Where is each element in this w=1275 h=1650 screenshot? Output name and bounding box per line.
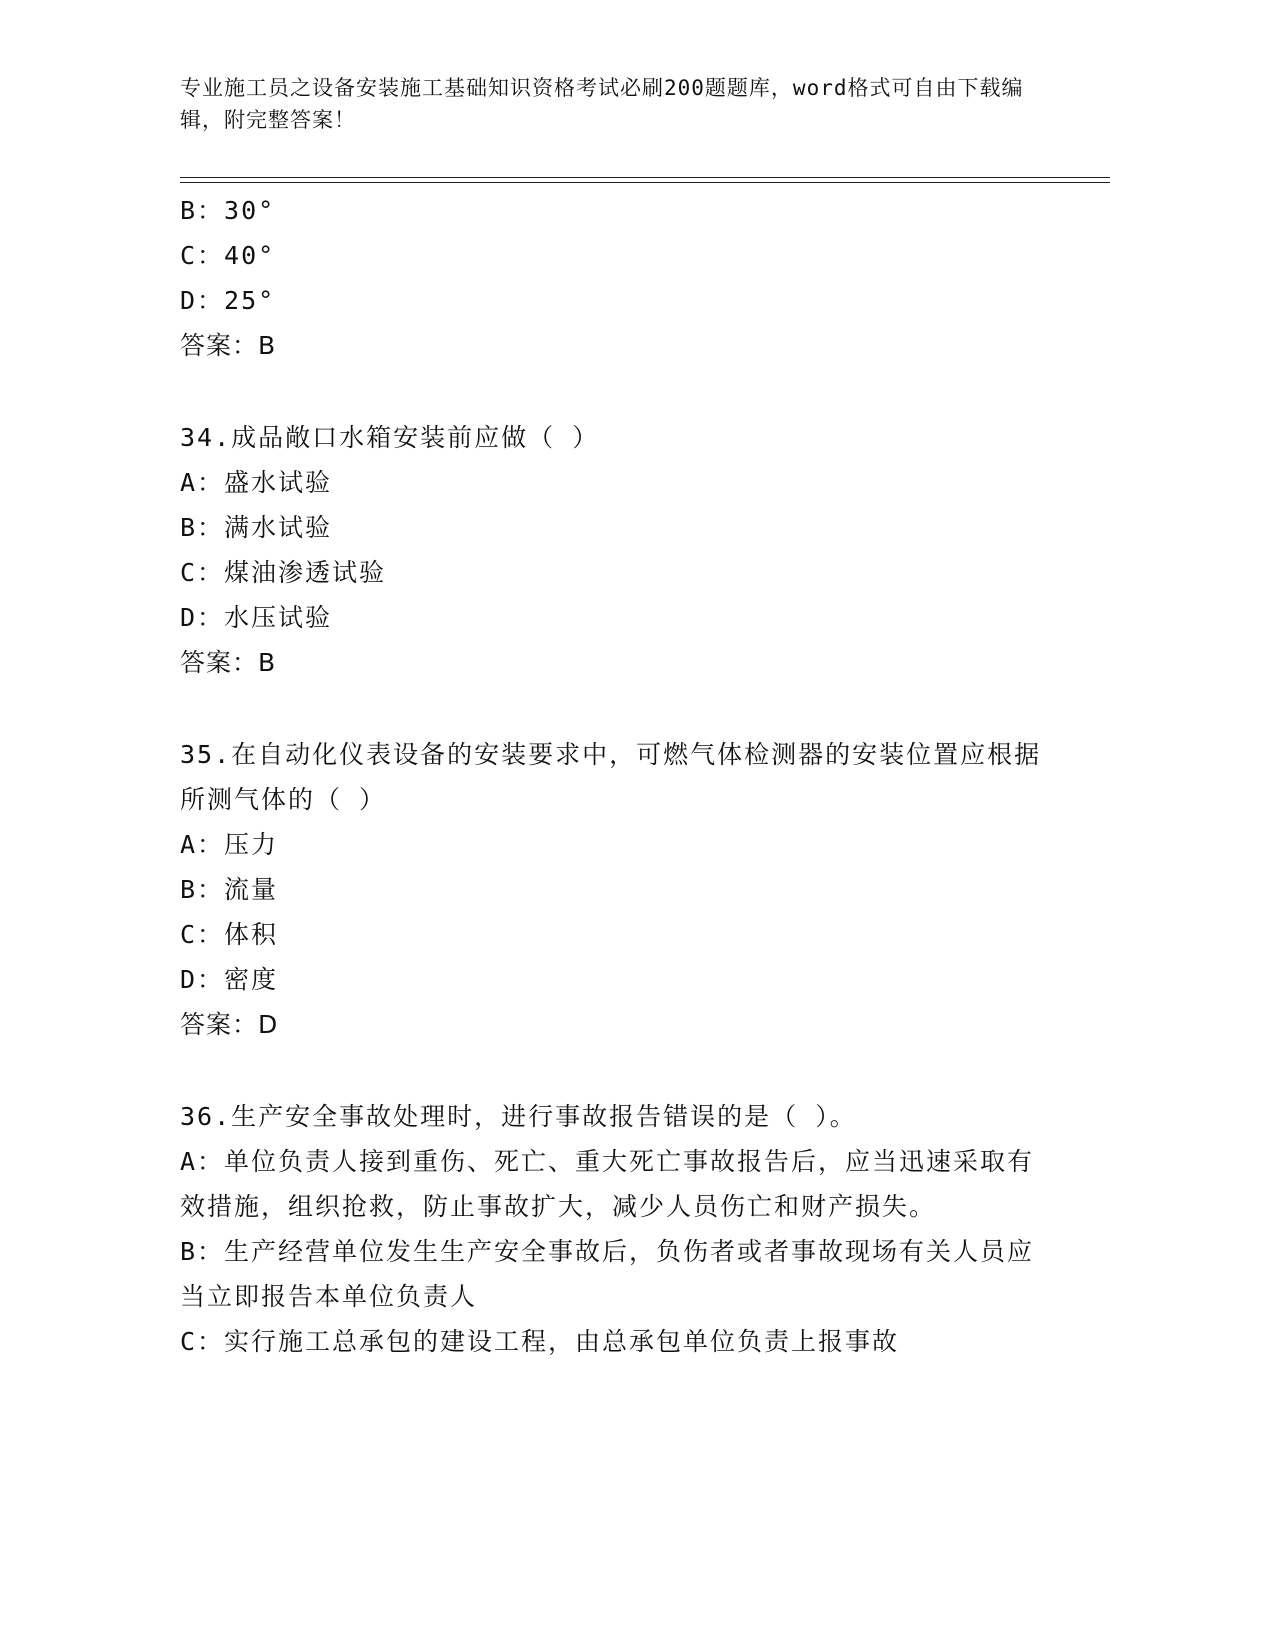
- question-33-tail: [180, 188, 1060, 368]
- spacer: [180, 368, 1060, 415]
- answer: 答案：D: [180, 1010, 279, 1039]
- header-divider-top: [180, 177, 1110, 178]
- spacer: [180, 685, 1060, 732]
- question-stem: 34.成品敞口水箱安装前应做（ ）: [180, 423, 600, 452]
- question-stem: 36.生产安全事故处理时，进行事故报告错误的是（ ）。: [180, 1102, 857, 1131]
- question-content: [180, 188, 1060, 1364]
- option-d: D：水压试验: [180, 603, 333, 632]
- option-c: C：实行施工总承包的建设工程，由总承包单位负责上报事故: [180, 1327, 900, 1356]
- answer: 答案：B: [180, 331, 277, 360]
- option-a: A：盛水试验: [180, 468, 333, 497]
- spacer: [180, 1047, 1060, 1094]
- question-stem: 35.在自动化仪表设备的安装要求中，可燃气体检测器的安装位置应根据所测气体的（ ）: [180, 740, 1042, 814]
- option-a: A：压力: [180, 830, 279, 859]
- option-a: A：单位负责人接到重伤、死亡、重大死亡事故报告后，应当迅速采取有效措施，组织抢救，防止事故扩大，减少人员伤亡和财产损失。: [180, 1147, 1035, 1221]
- answer: 答案：B: [180, 648, 277, 677]
- option-d: D：密度: [180, 965, 279, 994]
- document-header: 专业施工员之设备安装施工基础知识资格考试必刷200题题库，word格式可自由下载编辑，附完整答案！: [180, 76, 1024, 132]
- option-d: D：25°: [180, 286, 276, 315]
- option-c: C：40°: [180, 241, 276, 270]
- option-b: B：30°: [180, 196, 276, 225]
- question-35: [180, 732, 1060, 1047]
- question-34: [180, 415, 1060, 685]
- header-divider-bottom: [180, 182, 1110, 183]
- option-b: B：满水试验: [180, 513, 333, 542]
- question-36: [180, 1094, 1060, 1364]
- option-c: C：体积: [180, 920, 279, 949]
- option-b: B：流量: [180, 875, 279, 904]
- option-c: C：煤油渗透试验: [180, 558, 387, 587]
- option-b: B：生产经营单位发生生产安全事故后，负伤者或者事故现场有关人员应当立即报告本单位负责人: [180, 1237, 1035, 1311]
